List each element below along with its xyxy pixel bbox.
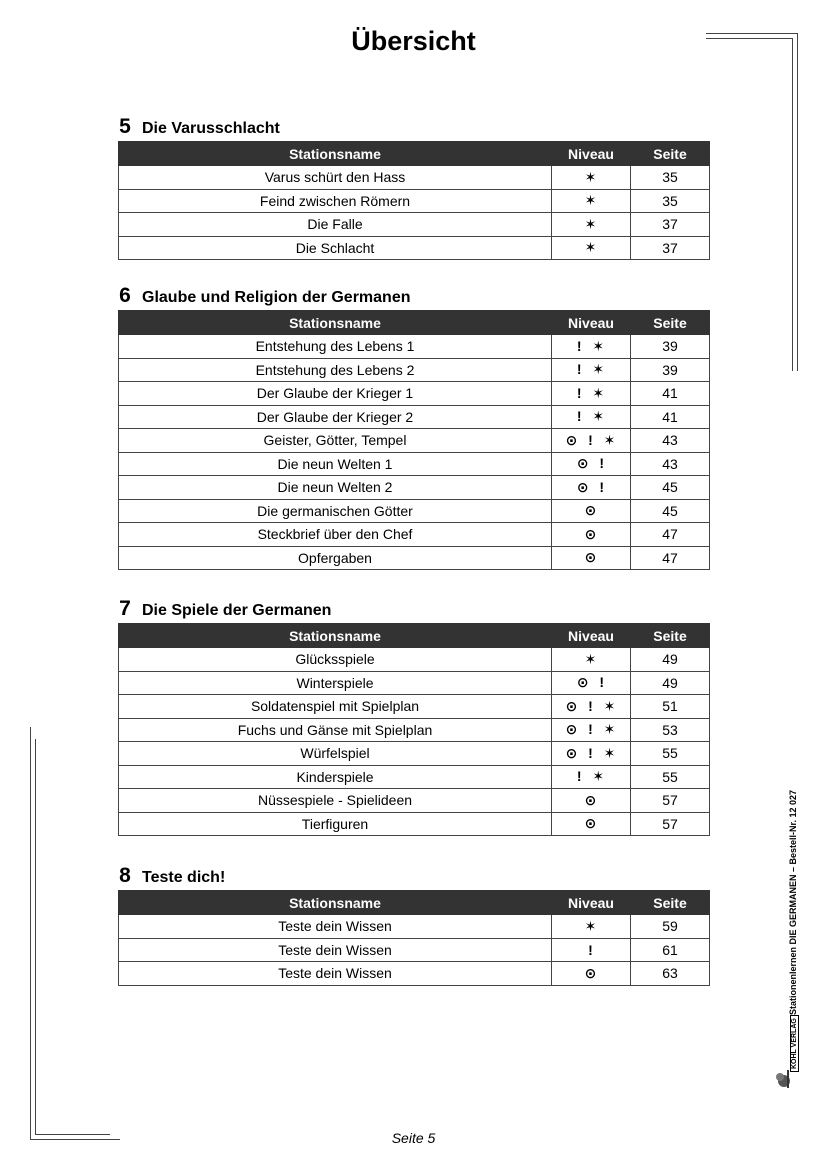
column-header-level: Niveau: [552, 891, 631, 915]
table-row: [119, 915, 710, 939]
column-header-name: Stationsname: [119, 311, 552, 335]
table-row: [119, 938, 710, 962]
table-row: [119, 335, 710, 359]
frame-line-left: [30, 727, 31, 1140]
section-title: Die Varusschlacht: [142, 120, 280, 137]
table-row: [119, 523, 710, 547]
station-name: Teste dein Wissen: [119, 962, 552, 986]
column-header-page: Seite: [631, 891, 710, 915]
column-header-level: Niveau: [552, 142, 631, 166]
level-symbols: ⊙ !: [552, 452, 631, 476]
page-footer: Seite 5: [391, 1130, 436, 1146]
station-name: Die Schlacht: [119, 236, 552, 260]
level-symbols: ⊙: [552, 499, 631, 523]
column-header-name: Stationsname: [119, 142, 552, 166]
page-number: 53: [631, 718, 710, 742]
section-heading: [118, 864, 710, 890]
level-symbols: ⊙: [552, 789, 631, 813]
table-row: [119, 382, 710, 406]
section-title: Glaube und Religion der Germanen: [142, 289, 411, 306]
table-header-row: [119, 311, 710, 335]
frame-line-top-right-inner: [706, 38, 792, 39]
table-row: [119, 358, 710, 382]
station-name: Tierfiguren: [119, 812, 552, 836]
station-name: Steckbrief über den Chef: [119, 523, 552, 547]
page-number: 45: [631, 476, 710, 500]
station-name: Die germanischen Götter: [119, 499, 552, 523]
level-symbols: ⊙ ! ✶: [552, 742, 631, 766]
page-number: 55: [631, 742, 710, 766]
stations-table: [118, 141, 710, 260]
column-header-page: Seite: [631, 624, 710, 648]
level-symbols: ⊙ !: [552, 671, 631, 695]
station-name: Die neun Welten 2: [119, 476, 552, 500]
frame-line-top-right: [706, 33, 798, 34]
column-header-level: Niveau: [552, 311, 631, 335]
table-row: [119, 671, 710, 695]
page-number: 43: [631, 452, 710, 476]
page-number: 51: [631, 695, 710, 719]
page-number: 55: [631, 765, 710, 789]
stations-table: [118, 890, 710, 986]
level-symbols: ⊙ ! ✶: [552, 429, 631, 453]
station-name: Fuchs und Gänse mit Spielplan: [119, 718, 552, 742]
page-number: 45: [631, 499, 710, 523]
station-name: Teste dein Wissen: [119, 915, 552, 939]
page-title: Übersicht: [351, 26, 476, 56]
station-name: Die neun Welten 1: [119, 452, 552, 476]
station-name: Varus schürt den Hass: [119, 166, 552, 190]
frame-line-left-inner: [35, 739, 36, 1135]
column-header-page: Seite: [631, 311, 710, 335]
level-symbols: ⊙: [552, 812, 631, 836]
page-number: 47: [631, 546, 710, 570]
stations-table: [118, 623, 710, 836]
level-symbols: ✶: [552, 213, 631, 237]
table-header-row: [119, 624, 710, 648]
table-row: [119, 213, 710, 237]
level-symbols: ! ✶: [552, 335, 631, 359]
table-row: [119, 189, 710, 213]
page-number: 37: [631, 213, 710, 237]
page-number: 41: [631, 382, 710, 406]
station-name: Der Glaube der Krieger 2: [119, 405, 552, 429]
page-number: 63: [631, 962, 710, 986]
level-symbols: ⊙ ! ✶: [552, 718, 631, 742]
section-number: 5: [119, 115, 131, 138]
column-header-page: Seite: [631, 142, 710, 166]
table-row: [119, 476, 710, 500]
level-symbols: ⊙: [552, 962, 631, 986]
table-row: [119, 765, 710, 789]
station-name: Geister, Götter, Tempel: [119, 429, 552, 453]
station-name: Kinderspiele: [119, 765, 552, 789]
page-number: 49: [631, 648, 710, 672]
station-name: Würfelspiel: [119, 742, 552, 766]
table-row: [119, 789, 710, 813]
station-name: Entstehung des Lebens 1: [119, 335, 552, 359]
level-symbols: ⊙ !: [552, 476, 631, 500]
section-number: 6: [119, 284, 131, 307]
page-number: 39: [631, 358, 710, 382]
station-name: Glücksspiele: [119, 648, 552, 672]
station-name: Feind zwischen Römern: [119, 189, 552, 213]
table-row: [119, 962, 710, 986]
table-row: [119, 452, 710, 476]
section-teste-dich: [118, 864, 710, 986]
level-symbols: ✶: [552, 166, 631, 190]
table-row: [119, 499, 710, 523]
table-row: [119, 812, 710, 836]
column-header-name: Stationsname: [119, 624, 552, 648]
station-name: Soldatenspiel mit Spielplan: [119, 695, 552, 719]
level-symbols: ! ✶: [552, 765, 631, 789]
page-number: 61: [631, 938, 710, 962]
page-number: 39: [631, 335, 710, 359]
level-symbols: ⊙: [552, 523, 631, 547]
table-row: [119, 236, 710, 260]
level-symbols: ⊙ ! ✶: [552, 695, 631, 719]
station-name: Nüssespiele - Spielideen: [119, 789, 552, 813]
page-number: 35: [631, 189, 710, 213]
table-row: [119, 166, 710, 190]
table-row: [119, 429, 710, 453]
table-header-row: [119, 891, 710, 915]
page-number: 47: [631, 523, 710, 547]
page-number: 57: [631, 789, 710, 813]
table-row: [119, 718, 710, 742]
level-symbols: ✶: [552, 189, 631, 213]
page-number: 41: [631, 405, 710, 429]
level-symbols: ! ✶: [552, 382, 631, 406]
section-heading: [118, 284, 710, 310]
publisher-logo-text: KOHL VERLAG: [790, 1015, 799, 1072]
level-symbols: ! ✶: [552, 405, 631, 429]
column-header-name: Stationsname: [119, 891, 552, 915]
page-number: 49: [631, 671, 710, 695]
table-row: [119, 695, 710, 719]
section-spiele: [118, 597, 710, 836]
level-symbols: ! ✶: [552, 358, 631, 382]
page-number: 37: [631, 236, 710, 260]
page-number: 43: [631, 429, 710, 453]
stations-table: [118, 310, 710, 570]
section-heading: [118, 115, 710, 141]
table-row: [119, 405, 710, 429]
station-name: Entstehung des Lebens 2: [119, 358, 552, 382]
table-header-row: [119, 142, 710, 166]
section-glaube-religion: [118, 284, 710, 570]
level-symbols: ✶: [552, 648, 631, 672]
level-symbols: ✶: [552, 915, 631, 939]
station-name: Winterspiele: [119, 671, 552, 695]
publisher-sidebar-text: Stationenlernen DIE GERMANEN – Bestell-Nr. 12 027: [788, 789, 798, 1015]
level-symbols: !: [552, 938, 631, 962]
section-number: 7: [119, 597, 131, 620]
section-number: 8: [119, 864, 131, 887]
page-number: 59: [631, 915, 710, 939]
table-row: [119, 546, 710, 570]
frame-line-right: [797, 33, 798, 371]
table-row: [119, 648, 710, 672]
page-number: 57: [631, 812, 710, 836]
page-number: 35: [631, 166, 710, 190]
column-header-level: Niveau: [552, 624, 631, 648]
level-symbols: ✶: [552, 236, 631, 260]
frame-line-right-inner: [792, 38, 793, 371]
station-name: Die Falle: [119, 213, 552, 237]
section-varusschlacht: [118, 115, 710, 260]
station-name: Der Glaube der Krieger 1: [119, 382, 552, 406]
table-row: [119, 742, 710, 766]
section-title: Die Spiele der Germanen: [142, 602, 332, 619]
section-title: Teste dich!: [142, 869, 226, 886]
section-heading: [118, 597, 710, 623]
station-name: Teste dein Wissen: [119, 938, 552, 962]
level-symbols: ⊙: [552, 546, 631, 570]
station-name: Opfergaben: [119, 546, 552, 570]
